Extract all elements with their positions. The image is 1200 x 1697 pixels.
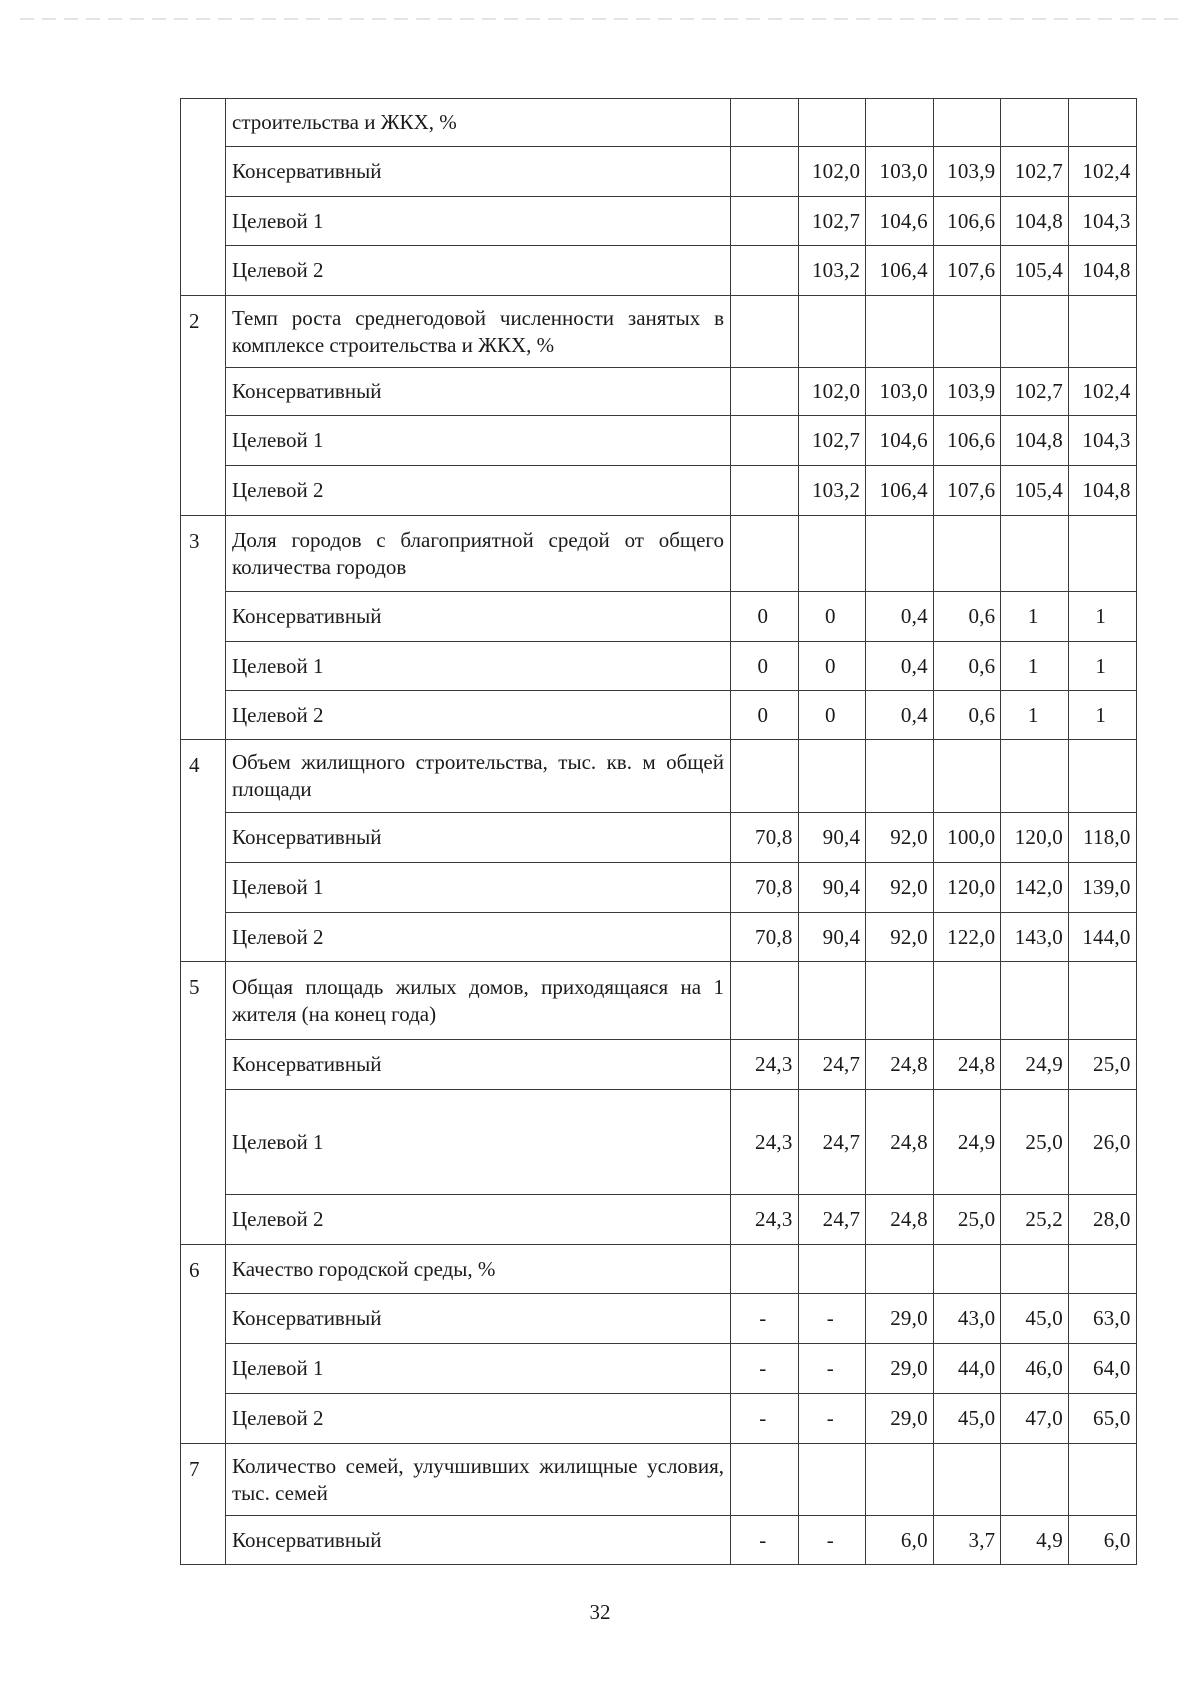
value-cell: 105,4 [1001, 466, 1069, 516]
scenario-row [181, 466, 1137, 516]
value-cell [731, 197, 799, 246]
value-cell [798, 740, 866, 813]
indicator-title: Общая площадь жилых домов, приходящаяся на 1 жителя (на конец года) [226, 962, 731, 1040]
value-cell [798, 962, 866, 1040]
scenario-row [181, 246, 1137, 296]
indicator-header-row [181, 740, 1137, 813]
value-cell: 106,6 [933, 416, 1001, 466]
value-cell [731, 296, 799, 368]
value-cell: 24,3 [731, 1040, 799, 1090]
value-cell: 24,7 [798, 1090, 866, 1195]
value-cell: - [798, 1344, 866, 1394]
value-cell: 70,8 [731, 913, 799, 962]
indicator-title: строительства и ЖКХ, % [226, 99, 731, 147]
value-cell [866, 296, 934, 368]
scenario-label: Целевой 2 [226, 246, 731, 296]
scenario-row [181, 1040, 1137, 1090]
value-cell: 106,6 [933, 197, 1001, 246]
value-cell [731, 246, 799, 296]
value-cell: 1 [1068, 592, 1136, 642]
value-cell: 104,3 [1068, 416, 1136, 466]
value-cell: 43,0 [933, 1294, 1001, 1344]
value-cell [1001, 1245, 1069, 1294]
value-cell [1001, 99, 1069, 147]
value-cell: 6,0 [1068, 1516, 1136, 1565]
scenario-label: Целевой 1 [226, 1090, 731, 1195]
value-cell [1068, 1444, 1136, 1516]
value-cell [731, 740, 799, 813]
value-cell: 120,0 [933, 863, 1001, 913]
value-cell: 118,0 [1068, 813, 1136, 863]
value-cell: 104,8 [1068, 466, 1136, 516]
scenario-label: Консервативный [226, 147, 731, 197]
value-cell: 24,8 [933, 1040, 1001, 1090]
value-cell [933, 1444, 1001, 1516]
value-cell: 1 [1068, 642, 1136, 691]
value-cell: 122,0 [933, 913, 1001, 962]
value-cell: 104,6 [866, 416, 934, 466]
value-cell [731, 516, 799, 592]
value-cell [933, 740, 1001, 813]
value-cell: 24,7 [798, 1040, 866, 1090]
scenario-row [181, 1394, 1137, 1444]
value-cell [866, 1245, 934, 1294]
value-cell [798, 1245, 866, 1294]
value-cell: 45,0 [1001, 1294, 1069, 1344]
scan-artifact [20, 18, 1180, 20]
value-cell [798, 99, 866, 147]
value-cell: 0 [731, 691, 799, 740]
value-cell: 106,4 [866, 246, 934, 296]
value-cell: 46,0 [1001, 1344, 1069, 1394]
scenario-row [181, 1344, 1137, 1394]
scenario-label: Консервативный [226, 1516, 731, 1565]
value-cell: - [731, 1516, 799, 1565]
value-cell [933, 516, 1001, 592]
value-cell: 1 [1068, 691, 1136, 740]
value-cell: 4,9 [1001, 1516, 1069, 1565]
value-cell: 104,8 [1001, 416, 1069, 466]
value-cell [1001, 740, 1069, 813]
value-cell: 102,0 [798, 147, 866, 197]
value-cell: 0 [798, 642, 866, 691]
indicator-title: Темп роста среднегодовой численности занятых в комплексе строительства и ЖКХ, % [226, 296, 731, 368]
value-cell: 143,0 [1001, 913, 1069, 962]
indicator-number: 6 [181, 1245, 226, 1444]
scenario-label: Целевой 2 [226, 913, 731, 962]
scenario-label: Целевой 2 [226, 691, 731, 740]
value-cell: 103,2 [798, 466, 866, 516]
value-cell: 90,4 [798, 813, 866, 863]
scenario-row [181, 1195, 1137, 1245]
value-cell: 0 [798, 592, 866, 642]
value-cell: 25,2 [1001, 1195, 1069, 1245]
value-cell: 70,8 [731, 813, 799, 863]
indicator-title: Количество семей, улучшивших жилищные условия, тыс. семей [226, 1444, 731, 1516]
value-cell [866, 740, 934, 813]
value-cell: 70,8 [731, 863, 799, 913]
value-cell [933, 99, 1001, 147]
indicator-header-row [181, 1444, 1137, 1516]
indicators-table-body [181, 99, 1137, 1565]
value-cell: 107,6 [933, 466, 1001, 516]
scenario-row [181, 642, 1137, 691]
value-cell: 1 [1001, 642, 1069, 691]
indicator-number: 5 [181, 962, 226, 1245]
value-cell: 0,4 [866, 691, 934, 740]
page-number: 32 [589, 1600, 611, 1624]
value-cell: 120,0 [1001, 813, 1069, 863]
scenario-label: Консервативный [226, 813, 731, 863]
value-cell: 28,0 [1068, 1195, 1136, 1245]
scenario-row [181, 691, 1137, 740]
scenario-label: Целевой 2 [226, 1394, 731, 1444]
value-cell: 102,7 [1001, 147, 1069, 197]
value-cell [731, 962, 799, 1040]
value-cell [731, 466, 799, 516]
value-cell: 102,0 [798, 368, 866, 416]
indicator-header-row [181, 99, 1137, 147]
value-cell: 0,4 [866, 642, 934, 691]
indicators-table [180, 98, 1137, 1565]
scenario-row [181, 147, 1137, 197]
scenario-label: Целевой 1 [226, 197, 731, 246]
value-cell: 104,8 [1001, 197, 1069, 246]
value-cell: 1 [1001, 592, 1069, 642]
value-cell: 103,0 [866, 147, 934, 197]
scenario-label: Консервативный [226, 1040, 731, 1090]
value-cell [798, 516, 866, 592]
value-cell [933, 1245, 1001, 1294]
value-cell: 104,3 [1068, 197, 1136, 246]
value-cell [731, 1444, 799, 1516]
value-cell [1001, 1444, 1069, 1516]
value-cell: 102,7 [1001, 368, 1069, 416]
scenario-label: Консервативный [226, 368, 731, 416]
scenario-row [181, 197, 1137, 246]
value-cell: 0 [731, 642, 799, 691]
scenario-label: Консервативный [226, 1294, 731, 1344]
value-cell: 24,9 [1001, 1040, 1069, 1090]
value-cell: 24,8 [866, 1040, 934, 1090]
value-cell: 102,7 [798, 416, 866, 466]
value-cell [1001, 962, 1069, 1040]
scenario-row [181, 368, 1137, 416]
scenario-label: Целевой 2 [226, 1195, 731, 1245]
scenario-row [181, 913, 1137, 962]
value-cell: 103,9 [933, 368, 1001, 416]
scenario-row [181, 813, 1137, 863]
value-cell: 139,0 [1068, 863, 1136, 913]
value-cell: 3,7 [933, 1516, 1001, 1565]
value-cell [731, 416, 799, 466]
value-cell: 24,9 [933, 1090, 1001, 1195]
value-cell [731, 1245, 799, 1294]
value-cell [1068, 296, 1136, 368]
scenario-label: Консервативный [226, 592, 731, 642]
scenario-row [181, 1516, 1137, 1565]
indicator-title: Доля городов с благоприятной средой от общего количества городов [226, 516, 731, 592]
value-cell [731, 147, 799, 197]
value-cell [866, 516, 934, 592]
value-cell: - [798, 1516, 866, 1565]
value-cell: 24,3 [731, 1195, 799, 1245]
indicator-header-row [181, 1245, 1137, 1294]
value-cell: - [731, 1344, 799, 1394]
indicator-number: 7 [181, 1444, 226, 1565]
value-cell [866, 962, 934, 1040]
value-cell: 44,0 [933, 1344, 1001, 1394]
value-cell: 45,0 [933, 1394, 1001, 1444]
value-cell: 0,6 [933, 691, 1001, 740]
indicator-number: 3 [181, 516, 226, 740]
value-cell: 144,0 [1068, 913, 1136, 962]
value-cell [798, 1444, 866, 1516]
value-cell: 64,0 [1068, 1344, 1136, 1394]
scenario-label: Целевой 1 [226, 642, 731, 691]
scenario-label: Целевой 1 [226, 863, 731, 913]
value-cell [866, 99, 934, 147]
value-cell: 1 [1001, 691, 1069, 740]
value-cell: 24,7 [798, 1195, 866, 1245]
scenario-label: Целевой 1 [226, 416, 731, 466]
value-cell: 25,0 [933, 1195, 1001, 1245]
value-cell: 92,0 [866, 913, 934, 962]
value-cell: 103,9 [933, 147, 1001, 197]
value-cell: 102,4 [1068, 368, 1136, 416]
value-cell [933, 296, 1001, 368]
value-cell: 6,0 [866, 1516, 934, 1565]
value-cell: 102,7 [798, 197, 866, 246]
value-cell: 0,6 [933, 642, 1001, 691]
value-cell: 92,0 [866, 863, 934, 913]
value-cell: 104,6 [866, 197, 934, 246]
value-cell: 29,0 [866, 1294, 934, 1344]
scenario-label: Целевой 2 [226, 466, 731, 516]
value-cell: 25,0 [1001, 1090, 1069, 1195]
value-cell: - [731, 1394, 799, 1444]
value-cell: 104,8 [1068, 246, 1136, 296]
value-cell [866, 1444, 934, 1516]
value-cell: 105,4 [1001, 246, 1069, 296]
value-cell: 0,6 [933, 592, 1001, 642]
scenario-row [181, 863, 1137, 913]
indicator-header-row [181, 962, 1137, 1040]
value-cell: 102,4 [1068, 147, 1136, 197]
value-cell: 29,0 [866, 1344, 934, 1394]
value-cell: 100,0 [933, 813, 1001, 863]
indicator-number: 2 [181, 296, 226, 516]
value-cell: 65,0 [1068, 1394, 1136, 1444]
scenario-label: Целевой 1 [226, 1344, 731, 1394]
value-cell [933, 962, 1001, 1040]
value-cell: 47,0 [1001, 1394, 1069, 1444]
value-cell: 63,0 [1068, 1294, 1136, 1344]
value-cell: 92,0 [866, 813, 934, 863]
value-cell: 26,0 [1068, 1090, 1136, 1195]
indicator-number [181, 99, 226, 296]
value-cell: 24,8 [866, 1090, 934, 1195]
scenario-row [181, 592, 1137, 642]
value-cell: 107,6 [933, 246, 1001, 296]
value-cell [1068, 516, 1136, 592]
indicator-title: Объем жилищного строительства, тыс. кв. м общей площади [226, 740, 731, 813]
value-cell: 142,0 [1001, 863, 1069, 913]
value-cell [731, 368, 799, 416]
value-cell: 106,4 [866, 466, 934, 516]
value-cell: 90,4 [798, 913, 866, 962]
value-cell: 103,2 [798, 246, 866, 296]
value-cell [1068, 99, 1136, 147]
indicator-number: 4 [181, 740, 226, 962]
value-cell [1001, 296, 1069, 368]
indicator-header-row [181, 296, 1137, 368]
value-cell [1068, 1245, 1136, 1294]
value-cell: 25,0 [1068, 1040, 1136, 1090]
value-cell: 0 [731, 592, 799, 642]
value-cell: - [798, 1294, 866, 1344]
value-cell: 29,0 [866, 1394, 934, 1444]
value-cell: 0,4 [866, 592, 934, 642]
value-cell: 24,8 [866, 1195, 934, 1245]
scenario-row [181, 416, 1137, 466]
value-cell: 24,3 [731, 1090, 799, 1195]
value-cell [1068, 962, 1136, 1040]
value-cell [1001, 516, 1069, 592]
value-cell: 90,4 [798, 863, 866, 913]
value-cell [798, 296, 866, 368]
indicator-title: Качество городской среды, % [226, 1245, 731, 1294]
scenario-row [181, 1294, 1137, 1344]
value-cell: 0 [798, 691, 866, 740]
value-cell: 103,0 [866, 368, 934, 416]
indicator-header-row [181, 516, 1137, 592]
value-cell [1068, 740, 1136, 813]
scenario-row [181, 1090, 1137, 1195]
value-cell: - [731, 1294, 799, 1344]
value-cell [731, 99, 799, 147]
value-cell: - [798, 1394, 866, 1444]
